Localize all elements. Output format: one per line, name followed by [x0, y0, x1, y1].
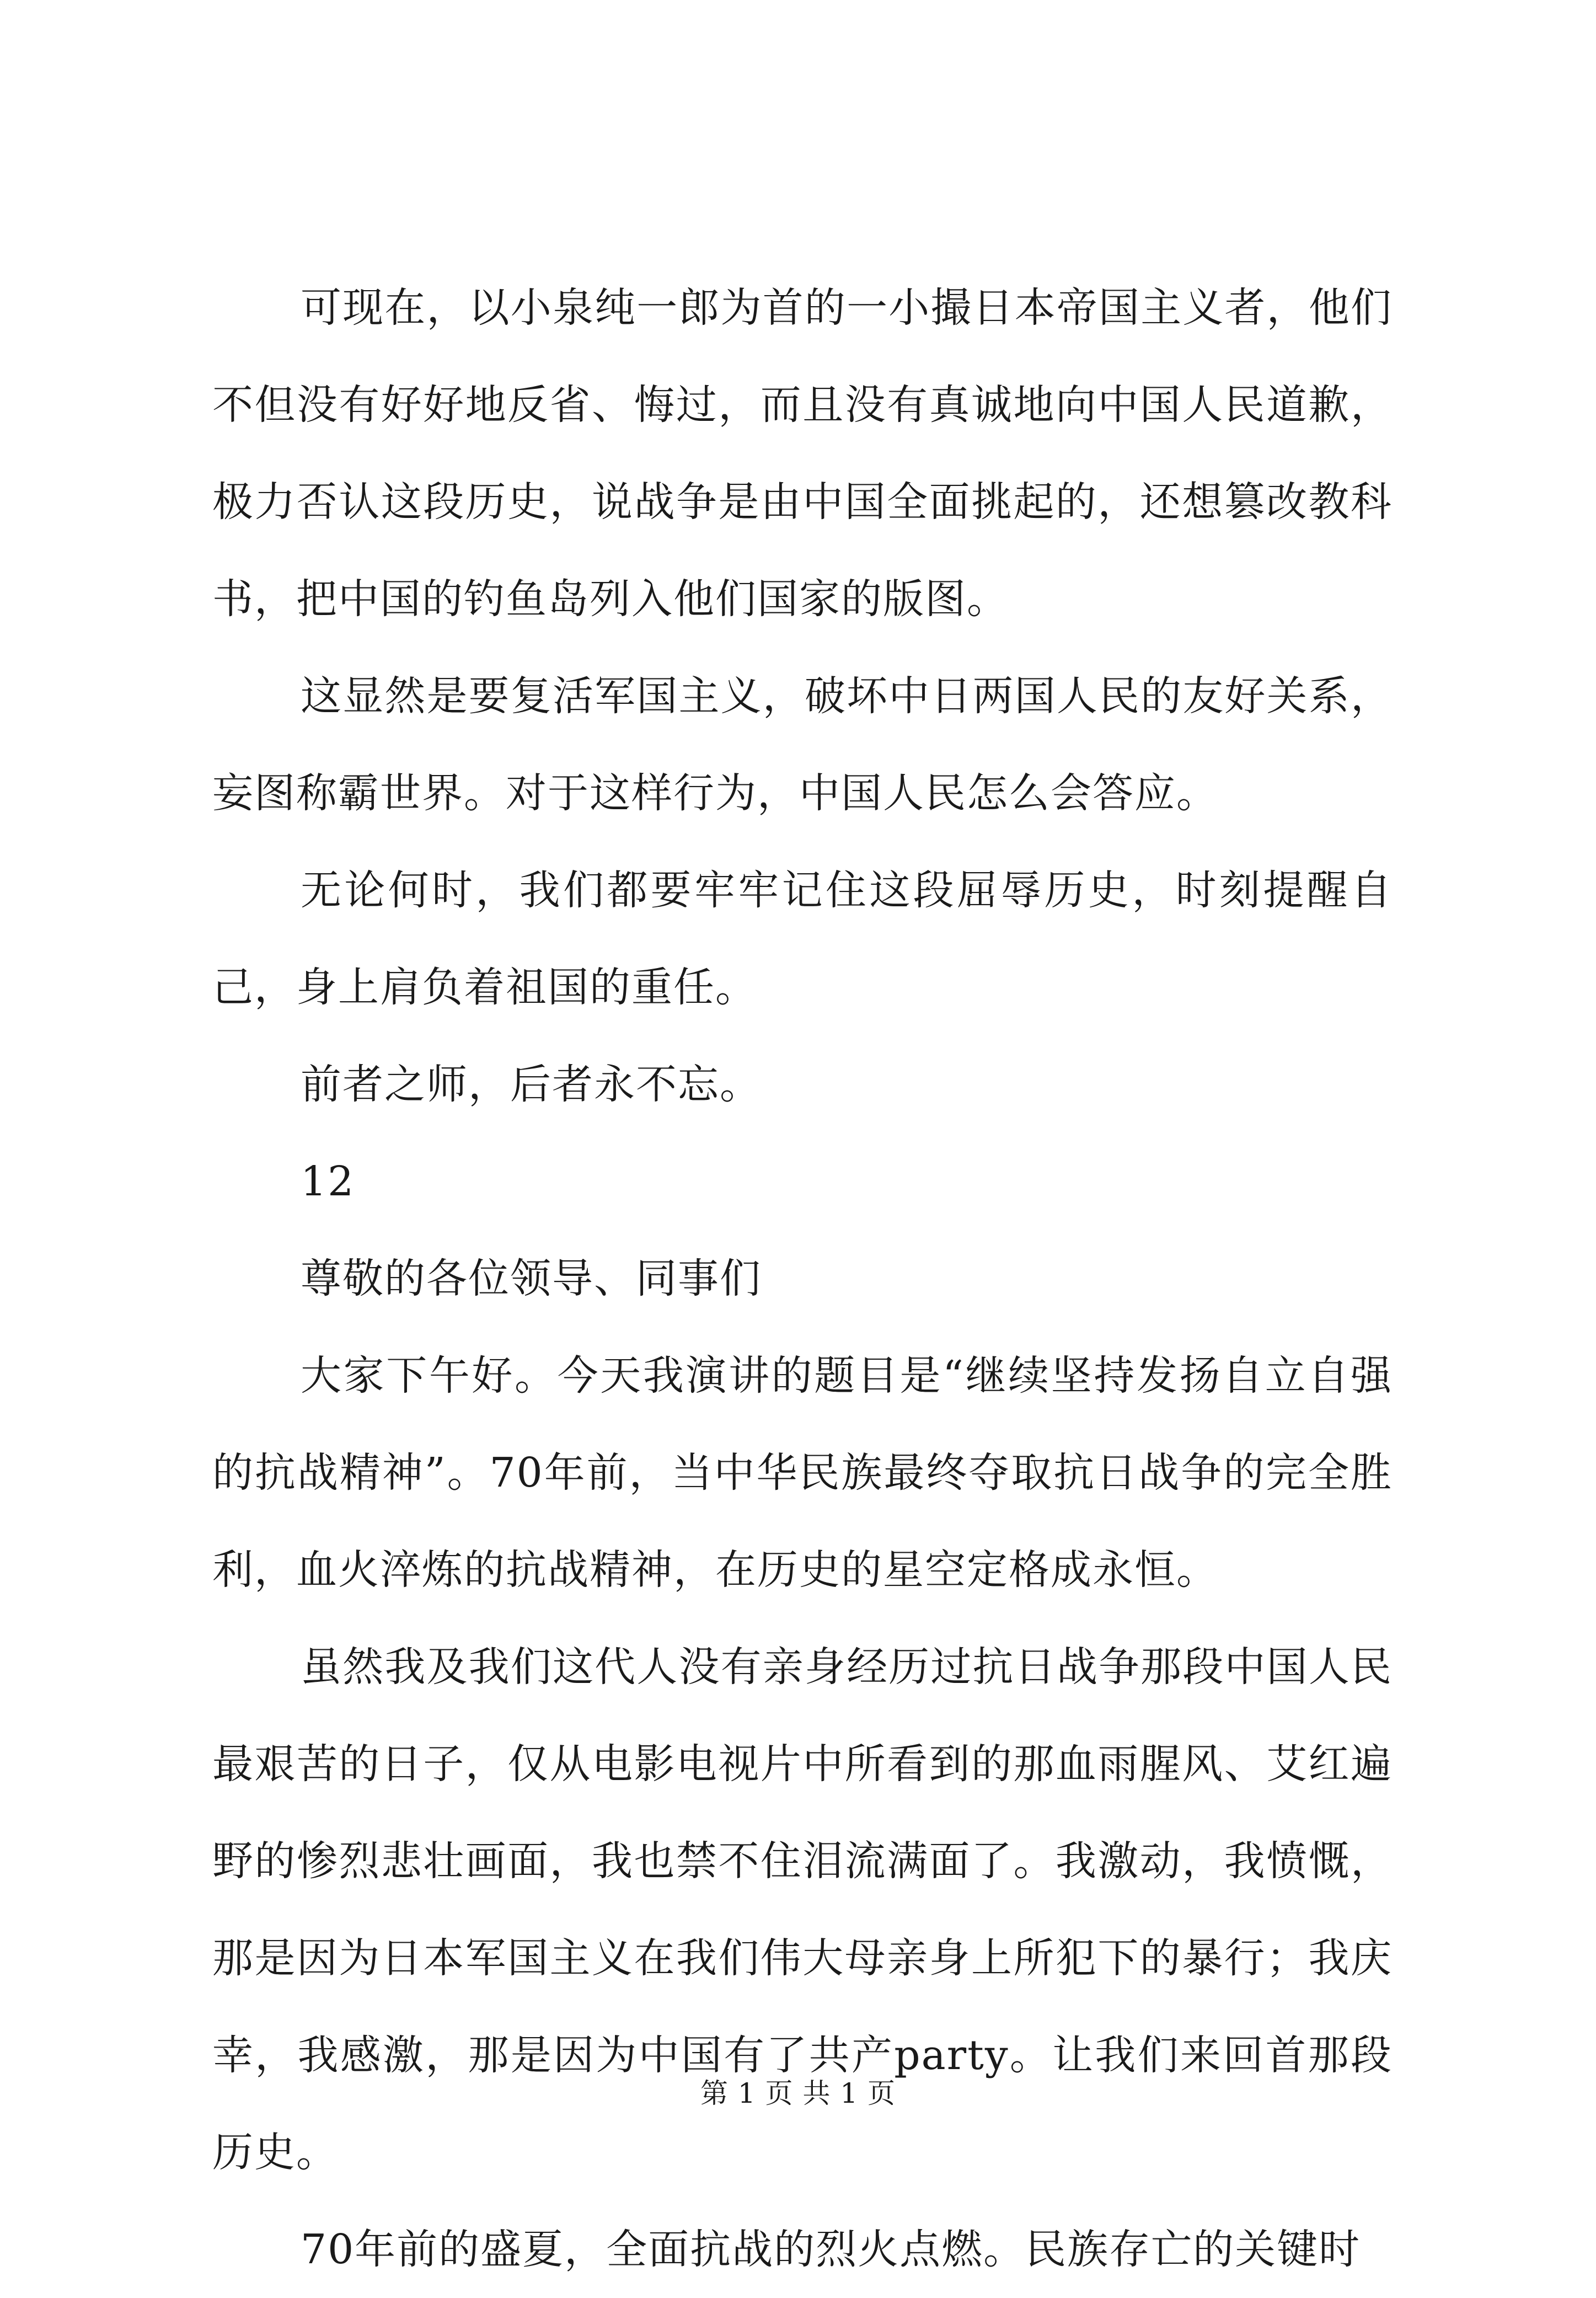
paragraph: 这显然是要复活军国主义，破坏中日两国人民的友好关系，妄图称霸世界。对于这样行为，中国人民怎么会答应。	[212, 672, 1393, 817]
salutation: 尊敬的各位领导、同事们	[301, 1255, 762, 1302]
page-footer: 第 1 页 共 1 页	[700, 2077, 896, 2109]
paragraph: 70年前的盛夏，全面抗战的烈火点燃。民族存亡的关键时	[301, 2226, 1361, 2273]
paragraph: 虽然我及我们这代人没有亲身经历过抗日战争那段中国人民最艰苦的日子，仅从电影电视片中所看到的那血雨腥风、艾红遍野的惨烈悲壮画面，我也禁不住泪流满面了。我激动，我愤慨，那是因为日本军国主义在我们伟大母亲身上所犯下的暴行；我庆幸，我感激，那是因为中国有了共产party。让我们来回首那段历史。	[212, 1643, 1393, 2176]
document-body	[212, 259, 1393, 2298]
paragraph: 可现在，以小泉纯一郎为首的一小撮日本帝国主义者，他们不但没有好好地反省、悔过，而且没有真诚地向中国人民道歉，极力否认这段历史，说战争是由中国全面挑起的，还想篡改教科书，把中国的钓鱼岛列入他们国家的版图。	[212, 284, 1393, 623]
paragraph: 大家下午好。今天我演讲的题目是“继续坚持发扬自立自强的抗战精神”。70年前，当中华民族最终夺取抗日战争的完全胜利，血火淬炼的抗战精神，在历史的星空定格成永恒。	[212, 1352, 1393, 1594]
section-number: 12	[301, 1158, 355, 1205]
paragraph: 无论何时，我们都要牢牢记住这段屈辱历史，时刻提醒自己，身上肩负着祖国的重任。	[212, 867, 1393, 1011]
paragraph: 前者之师，后者永不忘。	[301, 1061, 762, 1108]
